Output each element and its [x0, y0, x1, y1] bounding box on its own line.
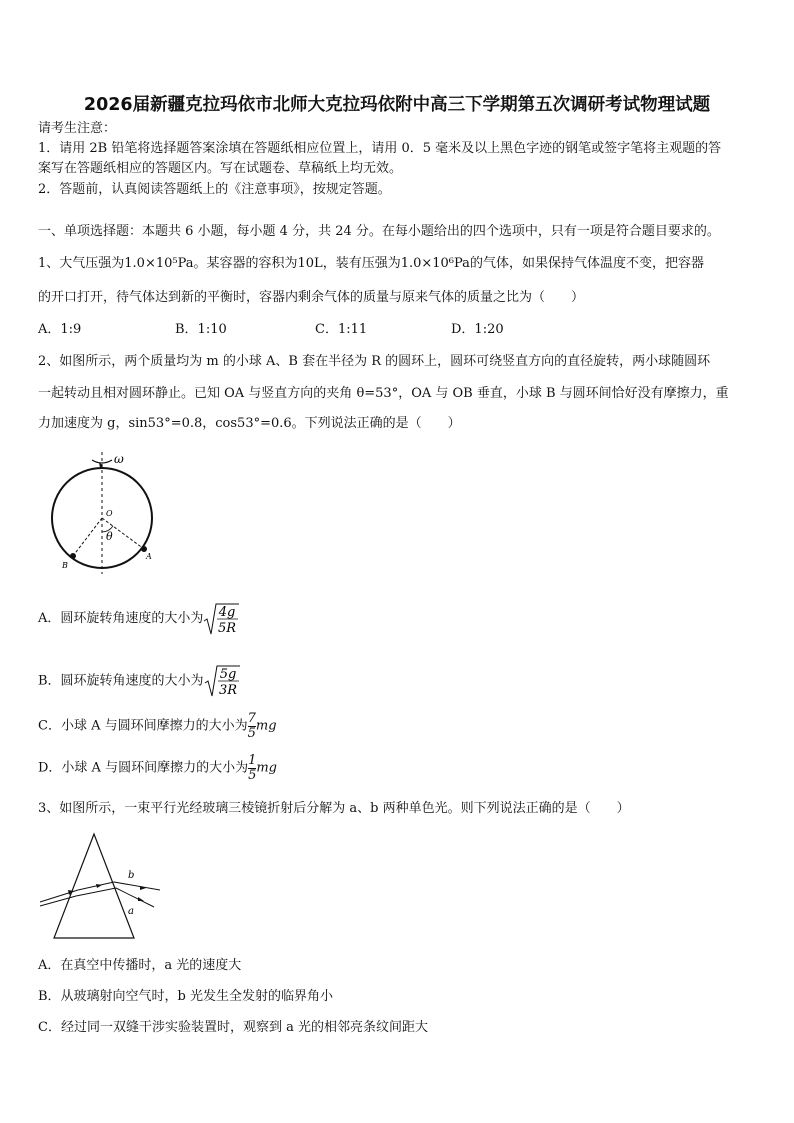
o-label: O	[106, 509, 113, 518]
frac-c-num: 7	[247, 711, 256, 726]
notice-item-2: 2．答题前，认真阅读答题纸上的《注意事项》，按规定答题。	[38, 182, 391, 197]
q1-text-c: 的气体，如果保持气体温度不变，把容器	[469, 256, 704, 271]
sqrt-a-num: 4g	[219, 605, 236, 620]
q1-line1	[38, 257, 704, 270]
incident-ray-2	[40, 896, 76, 906]
mg-d: mg	[256, 760, 278, 776]
q1-option-b: B．1:10	[175, 322, 227, 337]
ray-b	[114, 882, 160, 890]
q3-option-b: B．从玻璃射向空气时，b 光发生全发射的临界角小	[38, 989, 334, 1004]
q3-option-c: C．经过同一双缝干涉实验装置时，观察到 a 光的相邻亮条纹间距大	[38, 1020, 428, 1035]
q1-option-d: D．1:20	[451, 322, 504, 337]
q1-value-atm: 1.0×10⁵Pa	[124, 256, 194, 271]
q2-option-a	[38, 602, 239, 636]
mg-c: mg	[255, 718, 277, 734]
sqrt-b-den: 3R	[218, 683, 237, 698]
frac-c	[248, 712, 256, 740]
ball-b	[70, 553, 76, 559]
q1-line2: 的开口打开，待气体达到新的平衡时，容器内剩余气体的质量与原来气体的质量之比为（ ）	[38, 290, 585, 305]
label-a: a	[128, 906, 134, 917]
theta-label: θ	[106, 530, 113, 543]
notice-item-1a: 1．请用 2B 铅笔将选择题答案涂填在答题纸相应位置上，请用 0．5 毫米及以上黑色字迹的钢笔或签字笔将主观题的答	[38, 141, 722, 156]
label-b: b	[128, 870, 135, 881]
a-label: A	[146, 552, 152, 561]
q2-option-d	[38, 754, 277, 782]
q2-option-b-text: B．圆环旋转角速度的大小为	[38, 673, 204, 689]
notice-item-1b: 案写在答题纸相应的答题区内。写在试题卷、草稿纸上均无效。	[38, 161, 403, 176]
q1-text-a: 1、大气压强为	[38, 256, 125, 271]
frac-d-den: 5	[248, 767, 257, 783]
ray-a	[116, 888, 154, 907]
sqrt-b	[204, 664, 240, 698]
q2-line3: 力加速度为 g，sin53°=0.8，cos53°=0.6。下列说法正确的是（ ）	[38, 416, 461, 431]
q2-option-d-text: D．小球 A 与圆环间摩擦力的大小为	[38, 760, 249, 776]
q3-line1: 3、如图所示，一束平行光经玻璃三棱镜折射后分解为 a、b 两种单色光。则下列说法正确的是（ ）	[38, 801, 630, 816]
frac-d-num: 1	[248, 753, 257, 768]
q2-option-b	[38, 664, 240, 698]
notice-heading: 请考生注意：	[38, 121, 117, 136]
q2-option-a-text: A．圆环旋转角速度的大小为	[38, 611, 204, 626]
page-title: 2026届新疆克拉玛依市北师大克拉玛依附中高三下学期第五次调研考试物理试题	[83, 95, 711, 115]
q2-line1: 2、如图所示，两个质量均为 m 的小球 A、B 套在半径为 R 的圆环上，圆环可绕竖直方向的直径旋转，两小球随圆环	[38, 354, 711, 369]
sqrt-b-num: 5g	[219, 667, 236, 682]
q1-text-b: 。某容器的容积为10L，装有压强为	[193, 256, 401, 271]
sqrt-a-den: 5R	[218, 621, 237, 636]
b-label: B	[62, 561, 68, 570]
q2-option-c	[38, 712, 277, 740]
sqrt-a	[203, 602, 239, 636]
q1-value-gas: 1.0×10⁶Pa	[400, 256, 470, 271]
section-heading: 一、单项选择题：本题共 6 小题，每小题 4 分，共 24 分。在每小题给出的四个选项中，只有一项是符合题目要求的。	[38, 224, 720, 239]
q1-option-c: C．1:11	[315, 322, 368, 337]
q2-line2: 一起转动且相对圆环静止。已知 OA 与竖直方向的夹角 θ=53°，OA 与 OB 垂直，小球 B 与圆环间恰好没有摩擦力，重	[38, 386, 729, 401]
q1-option-a: A．1:9	[38, 322, 82, 337]
ring-figure	[48, 446, 168, 576]
internal-ray-1	[78, 882, 114, 890]
omega-label: ω	[114, 452, 124, 466]
prism-figure	[36, 830, 176, 945]
frac-c-den: 5	[247, 725, 256, 741]
q2-option-c-text: C．小球 A 与圆环间摩擦力的大小为	[38, 718, 248, 734]
q3-option-a: A．在真空中传播时，a 光的速度大	[38, 958, 242, 973]
radius-ob	[73, 518, 102, 556]
